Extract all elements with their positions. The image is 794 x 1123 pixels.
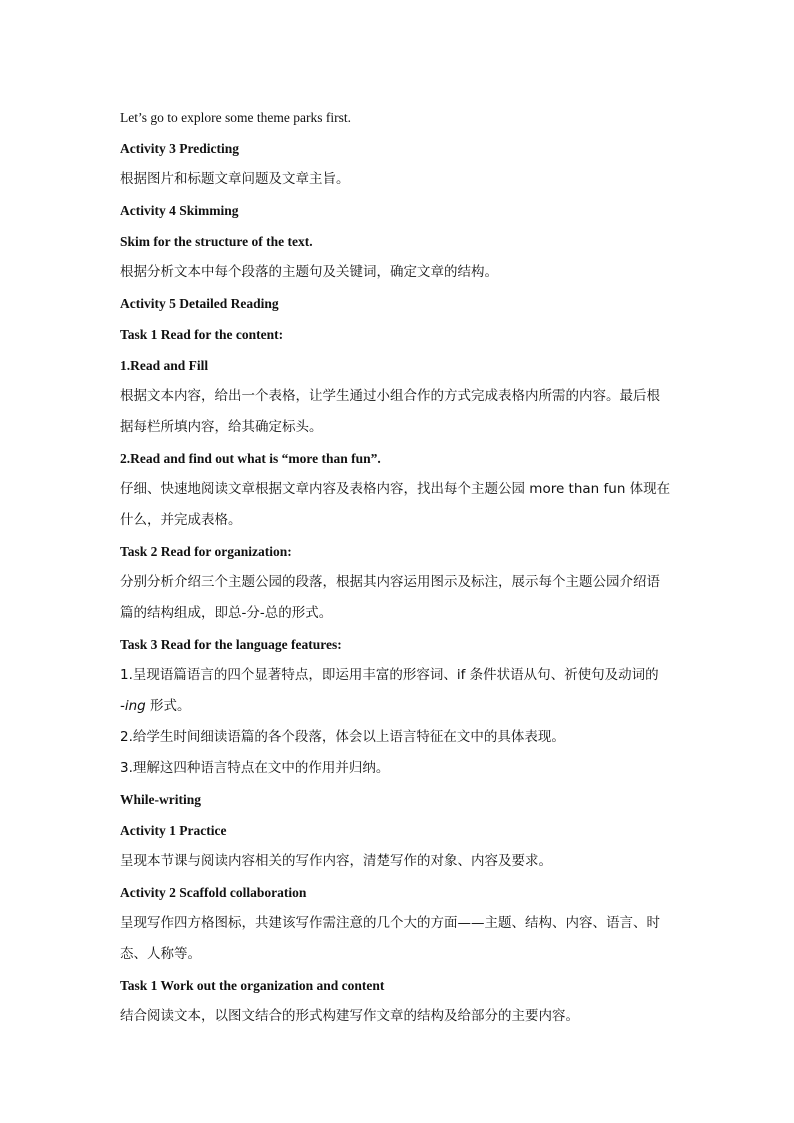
paragraph-read-fill-line-1: 根据文本内容，给出一个表格，让学生通过小组合作的方式完成表格内所需的内容。最后根 (120, 388, 660, 404)
heading-activity-3: Activity 3 Predicting (120, 141, 239, 156)
paragraph-scaffold-line-2: 态、人称等。 (120, 946, 201, 962)
heading-task-1-content: Task 1 Read for the content: (120, 327, 284, 342)
paragraph-language-1-line-1: 1.呈现语篇语言的四个显著特点，即运用丰富的形容词、if 条件状语从句、祈使句及动词的 (120, 667, 659, 683)
heading-activity-4: Activity 4 Skimming (120, 203, 239, 218)
heading-activity-1-practice: Activity 1 Practice (120, 823, 227, 838)
paragraph-practice: 呈现本节课与阅读内容相关的写作内容，清楚写作的对象、内容及要求。 (120, 853, 552, 869)
heading-task-3-language: Task 3 Read for the language features: (120, 637, 342, 652)
heading-task-1-organization-content: Task 1 Work out the organization and content (120, 978, 385, 993)
paragraph-organization-line-2: 篇的结构组成，即总-分-总的形式。 (120, 605, 333, 621)
paragraph-skimming: 根据分析文本中每个段落的主题句及关键词，确定文章的结构。 (120, 264, 498, 280)
heading-activity-5: Activity 5 Detailed Reading (120, 296, 279, 311)
paragraph-language-3: 3.理解这四种语言特点在文中的作用并归纳。 (120, 760, 390, 776)
paragraph-organization-content: 结合阅读文本，以图文结合的形式构建写作文章的结构及给部分的主要内容。 (120, 1008, 579, 1024)
document-page (120, 102, 680, 1032)
paragraph-language-1-line-2 (120, 691, 680, 722)
paragraph-read-fill-line-2: 据每栏所填内容，给其确定标头。 (120, 419, 323, 435)
heading-while-writing: While-writing (120, 792, 201, 807)
intro-sentence: Let’s go to explore some theme parks first. (120, 110, 351, 125)
paragraph-organization-line-1: 分别分析介绍三个主题公园的段落，根据其内容运用图示及标注，展示每个主题公园介绍语 (120, 574, 660, 590)
subheading-more-than-fun: 2.Read and find out what is “more than fun”. (120, 451, 381, 466)
paragraph-scaffold-line-1: 呈现写作四方格图标，共建该写作需注意的几个大的方面——主题、结构、内容、语言、时 (120, 915, 660, 931)
subheading-skim: Skim for the structure of the text. (120, 234, 313, 249)
heading-activity-2-scaffold: Activity 2 Scaffold collaboration (120, 885, 307, 900)
paragraph-more-than-fun-line-2: 什么，并完成表格。 (120, 512, 242, 528)
ing-form-suffix: 形式。 (145, 698, 191, 714)
subheading-read-fill: 1.Read and Fill (120, 358, 209, 373)
ing-form-text: -ing (120, 698, 146, 714)
paragraph-more-than-fun-line-1: 仔细、快速地阅读文章根据文章内容及表格内容，找出每个主题公园 more than fun 体现在 (120, 481, 671, 497)
paragraph-predicting: 根据图片和标题文章问题及文章主旨。 (120, 171, 350, 187)
paragraph-language-2: 2.给学生时间细读语篇的各个段落，体会以上语言特征在文中的具体表现。 (120, 729, 565, 745)
heading-task-2-organization: Task 2 Read for organization: (120, 544, 292, 559)
